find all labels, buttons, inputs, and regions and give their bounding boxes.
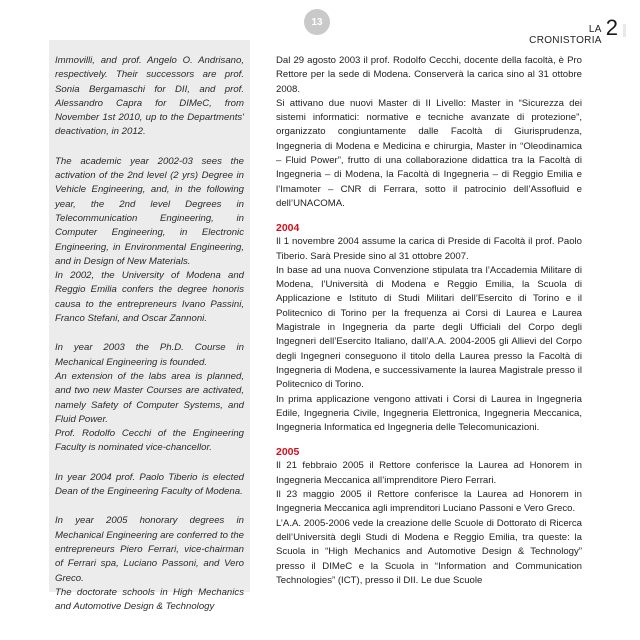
italian-paragraph: Il 21 febbraio 2005 il Rettore conferisce la Laurea ad Honorem in Ingegneria Meccanica all’imprenditore Piero Ferrari. bbox=[276, 460, 582, 486]
year-heading: 2005 bbox=[276, 446, 300, 459]
italian-paragraph: Si attivano due nuovi Master di II Livello: Master in “Sicurezza dei sistemi informatici: normative e tecniche avanzate di protezione”, organizzato congiuntamente dalle Facoltà di Giurisprudenza, Ingegneria di Modena e Medicina e chirurgia, Master in “Oleodinamica – Fluid Power”, frutto di una collaborazione didattica tra la Facoltà di Ingegneria – di Modena, la Facoltà di Ingegneria – di Reggio Emilia e l’Imamoter – CNR di Ferrara, sotto il patrocinio dell’Assofluid e dell’UNACOMA. bbox=[276, 97, 582, 209]
italian-paragraph: L’A.A. 2005-2006 vede la creazione delle Scuole di Dottorato di Ricerca dell’Università degli Studi di Modena e Reggio Emilia, tra queste: la Scuola in “High Mechanics and Automotive Design & Technology” presso il DIMeC e la Scuola in “Information and Communication Technologies” (ICT), presso il DII. Le due Scuole bbox=[276, 517, 582, 586]
page-number-badge: 13 bbox=[304, 9, 330, 35]
italian-paragraph: In base ad una nuova Convenzione stipulata tra l’Accademia Militare di Modena, l’Università di Modena e Reggio Emilia, la Scuola di Applicazione e Istituto di Studi Militari dell’Esercito di Torino e il Politecnico di Torino per la frequenza ai Corsi di Laurea e Laurea Magistrale in Ingegneria da parte degli Ufficiali del Corpo degli Ingegneri dell’Esercito Italiano, dall’A.A. 2004-2005 gli Allievi del Corpo degli Ingegneri conseguono il titolo della Laurea presso la Facoltà di Ingegneria di Modena, e successivamente la laurea Magistrale presso il Politecnico di Torino. bbox=[276, 264, 582, 391]
italian-paragraph: Il 23 maggio 2005 il Rettore conferisce la Laurea ad Honorem in Ingegneria Meccanica agli imprenditori Luciano Passoni e Vero Greco. bbox=[276, 489, 582, 515]
chapter-tab-marker bbox=[623, 24, 626, 37]
chapter-number: 2 bbox=[605, 15, 618, 40]
section-label-line2: CRONISTORIA bbox=[529, 35, 602, 46]
english-paragraph: In year 2005 honorary degrees in Mechanical Engineering are conferred to the entrepreneurs Piero Ferrari, vice-chairman of Ferrari spa, Luciano Passoni, and Vero Greco. The doctorate schools in High Mechanics and Automotive Design & Technology bbox=[55, 515, 244, 613]
italian-main-column bbox=[276, 40, 582, 600]
english-paragraph: In year 2003 the Ph.D. Course in Mechanical Engineering is founded. An extension of the labs area is planned, and two new Master Courses are activated, namely Safety of Computer Systems, and Fluid Power. Prof. Rodolfo Cecchi of the Engineering Faculty is nominated vice-chancellor. bbox=[55, 342, 244, 454]
english-paragraph: In year 2004 prof. Paolo Tiberio is elected Dean of the Engineering Faculty of Modena. bbox=[55, 471, 244, 498]
italian-paragraph: Dal 29 agosto 2003 il prof. Rodolfo Cecchi, docente della facoltà, è Pro Rettore per la sede di Modena. Conserverà la carica sino al 31 ottobre 2008. bbox=[276, 55, 582, 95]
english-paragraph: Immovilli, and prof. Angelo O. Andrisano, respectively. Their successors are prof. Sonia Bergamaschi for DII, and prof. Alessandro Capra for DIMeC, from November 1st 2010, up to the Departments' deactivation, in 2012. bbox=[55, 55, 244, 138]
section-label-line1: LA bbox=[588, 24, 602, 35]
year-heading: 2004 bbox=[276, 222, 300, 235]
english-translation-column bbox=[49, 40, 250, 613]
english-paragraph: The academic year 2002-03 sees the activation of the 2nd level (2 yrs) Degree in Vehicle Engineering, and, in the following year, the 2nd level Degrees in Telecommunication Engineering, in Computer Engineering, in Electronic Engineering, in Environmental Engineering, and in Design of New Materials. In 2002, the University of Modena and Reggio Emilia confers the degree honoris causa to the entrepreneurs Ivano Passini, Franco Stefani, and Oscar Zannoni. bbox=[55, 155, 244, 325]
italian-paragraph: In prima applicazione vengono attivati i Corsi di Laurea in Ingegneria Edile, Ingegneria Civile, Ingegneria Elettronica, Ingegneria Meccanica, Ingegneria Informatica ed Ingegneria delle Telecomunicazioni. bbox=[276, 393, 582, 434]
italian-paragraph: Il 1 novembre 2004 assume la carica di Preside di Facoltà il prof. Paolo Tiberio. Sarà Preside sino al 31 ottobre 2007. bbox=[276, 236, 582, 262]
